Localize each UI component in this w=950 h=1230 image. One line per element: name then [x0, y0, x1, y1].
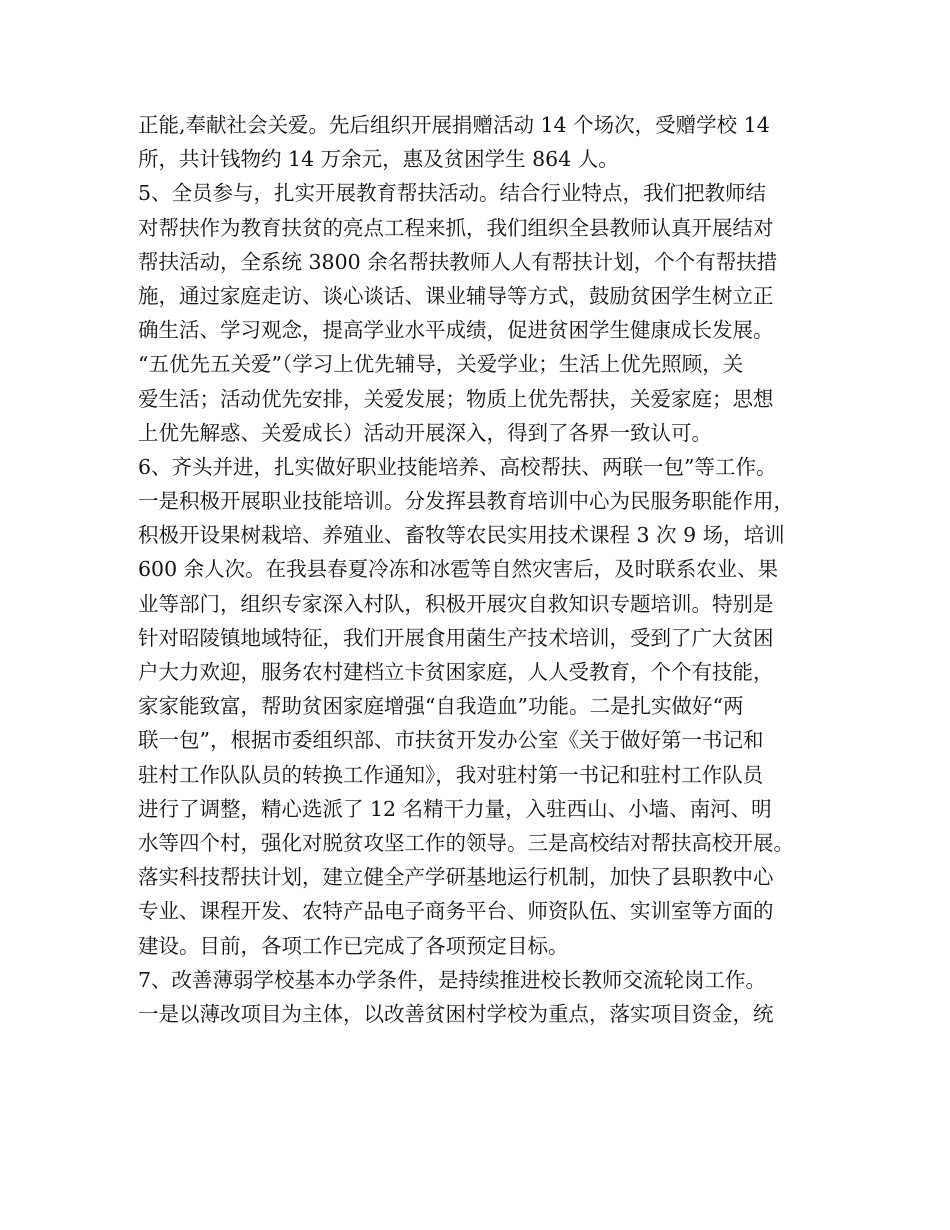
- text-line: 一是积极开展职业技能培训。分发挥县教育培训中心为民服务职能作用，: [138, 489, 794, 514]
- text-line: 针对昭陵镇地域特征，我们开展食用菌生产技术培训，受到了广大贫困: [138, 625, 774, 650]
- text-line: 5、全员参与，扎实开展教育帮扶活动。结合行业特点，我们把教师结: [138, 181, 767, 206]
- text-line: 上优先解惑、关爱成长）活动开展深入，得到了各界一致认可。: [138, 420, 712, 445]
- text-line: “五优先五关爱”（学习上优先辅导，关爱学业；生活上优先照顾，关: [138, 352, 744, 377]
- text-line: 6、齐头并进，扎实做好职业技能培养、高校帮扶、两联一包”等工作。: [138, 454, 777, 479]
- text-line: 驻村工作队队员的转换工作通知》，我对驻村第一书记和驻村工作队员: [138, 762, 764, 787]
- text-line: 落实科技帮扶计划，建立健全产学研基地运行机制，加快了县职教中心: [138, 865, 774, 890]
- text-line: 专业、课程开发、农特产品电子商务平台、师资队伍、实训室等方面的: [138, 899, 774, 924]
- text-line: 正能,奉献社会关爱。先后组织开展捐赠活动 14 个场次，受赠学校 14: [138, 113, 770, 137]
- text-line: 600 余人次。在我县春夏冷冻和冰雹等自然灾害后，及时联系农业、果: [138, 557, 779, 582]
- body-text: [138, 108, 828, 1031]
- text-line: 所，共计钱物约 14 万余元，惠及贫困学生 864 人。: [138, 147, 619, 172]
- text-line: 户大力欢迎，服务农村建档立卡贫困家庭，人人受教育，个个有技能，: [138, 660, 774, 684]
- text-line: 施，通过家庭走访、谈心谈话、课业辅导等方式，鼓励贫困学生树立正: [138, 283, 774, 308]
- text-line: 7、改善薄弱学校基本办学条件，是持续推进校长教师交流轮岗工作。: [138, 967, 767, 992]
- text-line: 建设。目前，各项工作已完成了各项预定目标。: [138, 933, 569, 958]
- text-line: 积极开设果树栽培、养殖业、畜牧等农民实用技术课程 3 次 9 场，培训: [138, 523, 785, 548]
- text-line: 帮扶活动，全系统 3800 余名帮扶教师人人有帮扶计划，个个有帮扶措: [138, 249, 778, 274]
- text-line: 联一包”，根据市委组织部、市扶贫开发办公室《关于做好第一书记和: [138, 728, 764, 753]
- text-line: 确生活、学习观念，提高学业水平成绩，促进贫困学生健康成长发展。: [138, 318, 774, 343]
- text-line: 家家能致富，帮助贫困家庭增强“自我造血”功能。二是扎实做好“两: [138, 694, 744, 719]
- text-line: 一是以薄改项目为主体，以改善贫困村学校为重点，落实项目资金，统: [138, 1001, 774, 1026]
- text-line: 水等四个村，强化对脱贫攻坚工作的领导。三是高校结对帮扶高校开展。: [138, 830, 794, 855]
- text-line: 对帮扶作为教育扶贫的亮点工程来抓，我们组织全县教师认真开展结对: [138, 215, 774, 240]
- text-line: 进行了调整，精心选派了 12 名精干力量，入驻西山、小墙、南河、明: [138, 796, 772, 821]
- text-line: 爱生活；活动优先安排，关爱发展；物质上优先帮扶，关爱家庭；思想: [138, 386, 774, 411]
- text-line: 业等部门，组织专家深入村队，积极开展灾自救知识专题培训。特别是: [138, 591, 774, 616]
